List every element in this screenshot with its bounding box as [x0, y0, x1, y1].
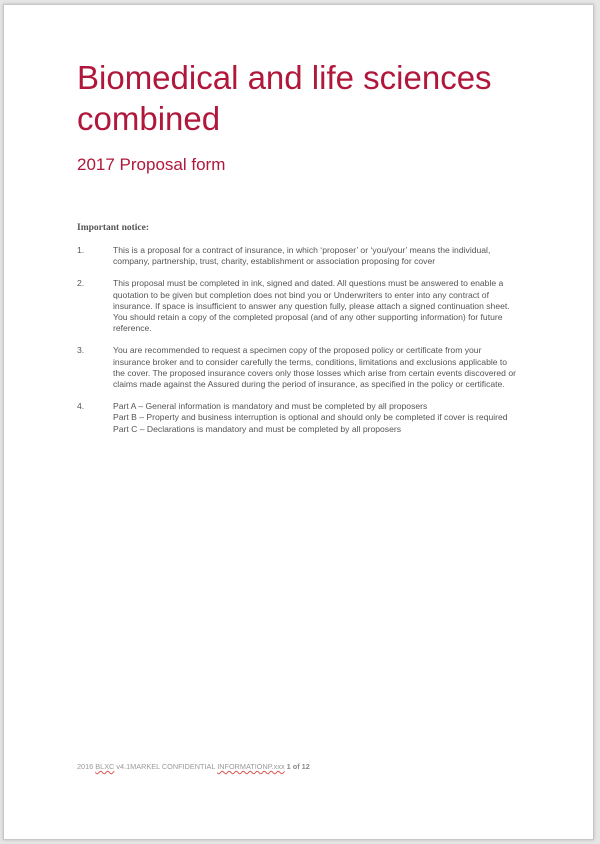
item-line: This is a proposal for a contract of insurance, in which ‘proposer’ or ‘you/your’ means the individual, [113, 245, 491, 255]
item-line: This proposal must be completed in ink, signed and dated. All questions must be answered to enable a [113, 278, 504, 289]
item-line: insurance broker and to consider carefully the terms, conditions, limitations and exclusions applicable to [113, 356, 508, 367]
notice-list [77, 245, 527, 446]
item-number: 1. [77, 245, 85, 255]
item-number: 2. [77, 278, 85, 289]
item-number: 4. [77, 401, 85, 412]
item-line: You are recommended to request a specimen copy of the proposed policy or certificate from your [113, 345, 482, 356]
notice-item-2 [77, 278, 527, 334]
page-number: 1 of 12 [284, 762, 310, 771]
notice-heading: Important notice: [77, 223, 150, 233]
footer-version: v4.1MARKEL CONFIDENTIAL [114, 762, 218, 771]
item-line: insurance. If space is insufficient to answer any question fully, please attach a signed continuation sheet. [113, 300, 510, 311]
item-line: claims made against the Assured during the period of insurance, as specified in the policy or certificate. [113, 379, 505, 390]
item-line: company, partnership, trust, charity, establishment or association proposing for cover [113, 256, 436, 267]
item-line: quotation to be given but completion does not bind you or Underwriters to enter into any contract of [113, 289, 489, 300]
footer-classification: INFORMATIONP.xxx [217, 762, 285, 771]
item-line: Part B – Property and business interruption is optional and should only be completed if cover is required [113, 412, 508, 423]
page-footer [77, 762, 310, 772]
item-line: You should retain a copy of the completed proposal (and of any other supporting information) for future [113, 312, 503, 323]
notice-item-3 [77, 345, 527, 390]
item-line: Part A – General information is mandatory and must be completed by all proposers [113, 401, 428, 412]
notice-item-4 [77, 401, 527, 435]
footer-prefix: 2016 [77, 762, 96, 771]
item-line: the cover. The proposed insurance covers only those losses which arise from certain events discovered or [113, 367, 516, 378]
document-page [3, 4, 594, 840]
footer-code: BLXC [95, 762, 115, 771]
item-number: 3. [77, 345, 85, 356]
notice-item-1 [77, 245, 527, 267]
item-line: Part C – Declarations is mandatory and must be completed by all proposers [113, 423, 402, 434]
item-line: reference. [113, 323, 152, 334]
document-subtitle: 2017 Proposal form [77, 155, 226, 174]
document-title: Biomedical and life sciences combined [77, 59, 492, 137]
